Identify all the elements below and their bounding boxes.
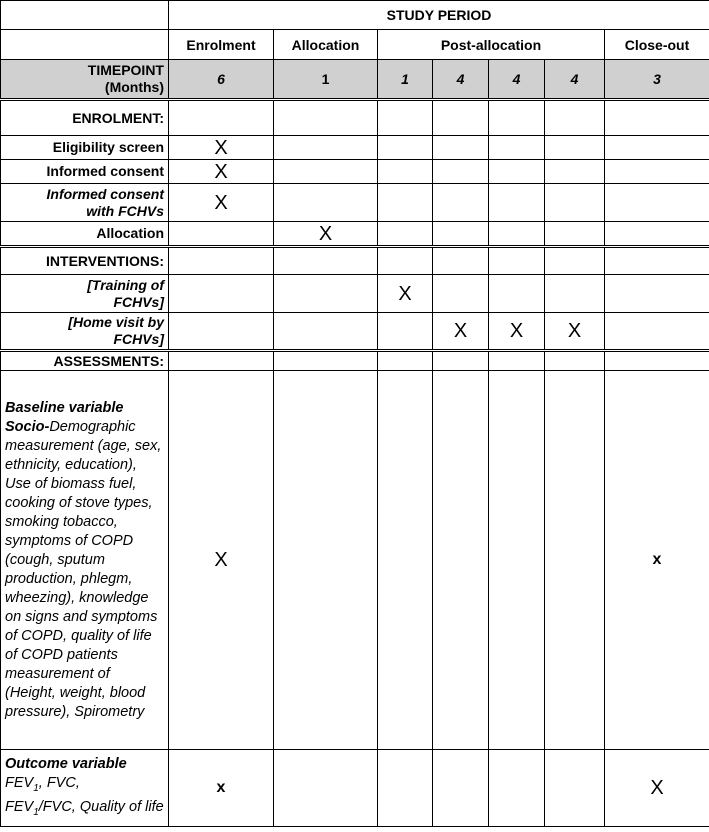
home-visit-mark: X xyxy=(489,313,545,351)
eligibility-label: Eligibility screen xyxy=(1,136,169,160)
consent-fchv-line1: Informed consent xyxy=(46,185,164,202)
timepoint-row xyxy=(1,60,709,100)
home-visit-mark: X xyxy=(433,313,489,351)
training-line1: [Training of xyxy=(87,276,164,293)
home-visit-label xyxy=(1,313,169,351)
training-label xyxy=(1,275,169,313)
assessments-section-label: ASSESSMENTS: xyxy=(1,351,169,371)
outcome-rest: /FVC, Quality of life xyxy=(38,798,164,815)
eligibility-mark: X xyxy=(169,136,274,160)
consent-label: Informed consent xyxy=(1,160,169,184)
outcome-fev-sub: 1 xyxy=(33,782,39,794)
baseline-socio: Socio- xyxy=(5,418,50,435)
close-out-header: Close-out xyxy=(605,30,709,60)
enrolment-section-label: ENROLMENT: xyxy=(1,100,169,136)
timepoint-label-line1: TIMEPOINT xyxy=(87,62,164,78)
post-allocation-header: Post-allocation xyxy=(378,30,605,60)
timepoint-label-line2: (Months) xyxy=(104,79,164,95)
outcome-row xyxy=(1,750,709,827)
phase-row xyxy=(1,30,709,60)
baseline-title: Baseline variable xyxy=(5,399,124,416)
baseline-close-out-mark: x xyxy=(605,371,709,750)
enrolment-header: Enrolment xyxy=(169,30,274,60)
phase-corner-cell xyxy=(1,30,169,60)
timepoint-value: 3 xyxy=(605,60,709,100)
allocation-label: Allocation xyxy=(1,222,169,247)
eligibility-row xyxy=(1,136,709,160)
interventions-section-label: INTERVENTIONS: xyxy=(1,247,169,275)
timepoint-value: 4 xyxy=(489,60,545,100)
baseline-row xyxy=(1,371,709,750)
consent-fchv-label xyxy=(1,184,169,222)
interventions-section-row xyxy=(1,247,709,275)
consent-mark: X xyxy=(169,160,274,184)
enrolment-section-row xyxy=(1,100,709,136)
outcome-description xyxy=(1,750,169,827)
allocation-mark: X xyxy=(274,222,378,247)
baseline-enrolment-mark: X xyxy=(169,371,274,750)
timepoint-value: 4 xyxy=(433,60,489,100)
training-line2: FCHVs] xyxy=(113,293,164,310)
outcome-close-out-mark: X xyxy=(605,750,709,827)
outcome-title: Outcome variable xyxy=(5,755,127,772)
timepoint-value: 4 xyxy=(545,60,605,100)
consent-fchv-line2: with FCHVs xyxy=(86,202,164,219)
timepoint-label xyxy=(1,60,169,100)
corner-cell xyxy=(1,1,169,30)
training-row xyxy=(1,275,709,313)
timepoint-value: 6 xyxy=(169,60,274,100)
consent-row xyxy=(1,160,709,184)
outcome-fvc: , FVC, xyxy=(38,774,80,791)
consent-fchv-mark: X xyxy=(169,184,274,222)
home-visit-mark: X xyxy=(545,313,605,351)
training-mark: X xyxy=(378,275,433,313)
outcome-fev: FEV xyxy=(5,774,34,791)
timepoint-value: 1 xyxy=(378,60,433,100)
home-visit-line2: FCHVs] xyxy=(113,331,164,347)
allocation-header: Allocation xyxy=(274,30,378,60)
consent-fchv-row xyxy=(1,184,709,222)
outcome-fev2-sub: 1 xyxy=(33,806,39,818)
outcome-fev2: FEV xyxy=(5,798,34,815)
study-period-header: STUDY PERIOD xyxy=(169,1,709,30)
baseline-description xyxy=(1,371,169,750)
home-visit-row xyxy=(1,313,709,351)
assessments-section-row xyxy=(1,351,709,371)
allocation-row xyxy=(1,222,709,247)
timepoint-value: 1 xyxy=(274,60,378,100)
baseline-text: Demographic measurement (age, sex, ethnicity, education), Use of biomass fuel, cooking of stove types, smoking tobacco, symptoms of COPD (cough, sputum production, phlegm, wheezing), knowledge on signs and symptoms of COPD, quality of life of COPD patients measurement of (Height, weight, blood pressure), Spirometry xyxy=(5,418,162,720)
study-period-row xyxy=(1,1,709,30)
home-visit-line1: [Home visit by xyxy=(68,314,164,330)
outcome-enrolment-mark: x xyxy=(169,750,274,827)
